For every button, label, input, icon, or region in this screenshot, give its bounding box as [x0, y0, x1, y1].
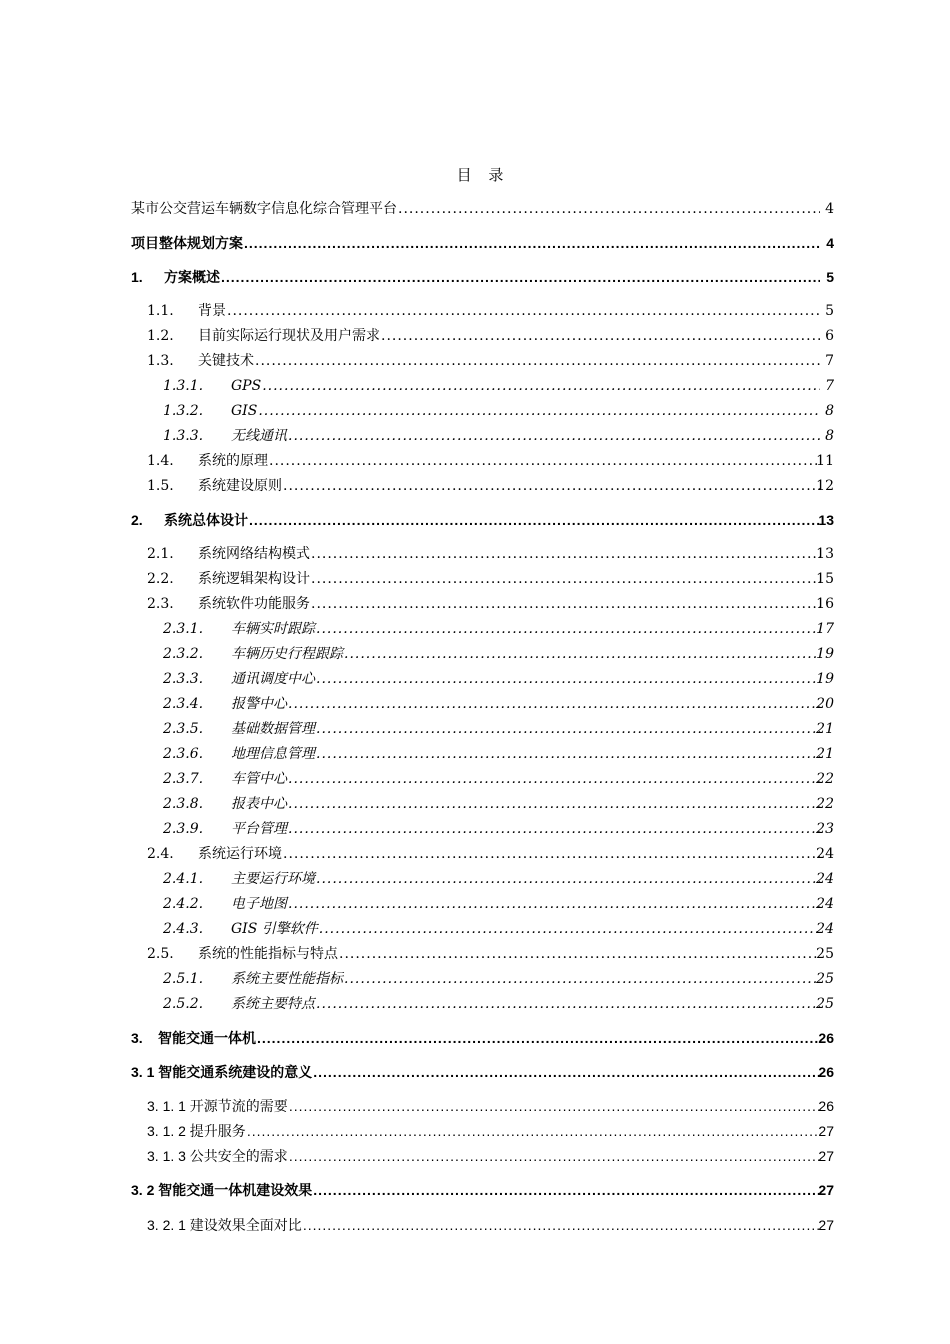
toc-entry-number: 1.1.	[147, 303, 174, 319]
toc-entry[interactable]	[0, 744, 950, 764]
toc-entry-number: 2.	[131, 512, 143, 528]
toc-entry-text: 电子地图	[231, 896, 287, 912]
leader-dots	[288, 894, 820, 914]
toc-entry[interactable]	[0, 669, 950, 689]
toc-entry[interactable]	[0, 426, 950, 446]
toc-entry[interactable]	[0, 376, 950, 396]
toc-entry-text: 系统逻辑架构设计	[198, 571, 310, 587]
toc-entry-page: 22	[816, 796, 834, 812]
toc-entry-number: 1.	[131, 269, 143, 285]
leader-dots	[255, 351, 820, 371]
toc-entry[interactable]	[0, 844, 950, 864]
toc-entry-page: 26	[818, 1098, 834, 1114]
toc-entry-page: 24	[816, 921, 834, 937]
toc-entry-number: 1.3.3.	[163, 428, 204, 444]
toc-entry-page: 13	[818, 512, 834, 528]
toc-entry-page: 22	[816, 771, 834, 787]
leader-dots	[288, 694, 820, 714]
toc-entry-text: 车管中心	[231, 771, 287, 787]
toc-entry-page: 17	[816, 621, 834, 637]
toc-entry-number: 1.2.	[147, 328, 174, 344]
leader-dots	[289, 1146, 820, 1166]
toc-entry-page: 23	[816, 821, 834, 837]
toc-entry-number: 2.3.2.	[163, 646, 204, 662]
toc-entry-text: 平台管理	[231, 821, 287, 837]
toc-entry-number: 2.3.6.	[163, 746, 204, 762]
toc-entry[interactable]	[0, 919, 950, 939]
toc-entry-text: 系统软件功能服务	[198, 596, 310, 612]
toc-entry[interactable]	[0, 644, 950, 664]
leader-dots	[289, 1096, 820, 1116]
toc-entry-text: 3. 1. 2 提升服务	[147, 1123, 246, 1139]
toc-entry-text: 系统的原理	[198, 453, 268, 469]
leader-dots	[288, 819, 820, 839]
leader-dots	[398, 199, 820, 219]
toc-entry[interactable]	[0, 694, 950, 714]
toc-entry-number: 1.3.2.	[163, 403, 204, 419]
leader-dots	[316, 669, 820, 689]
toc-entry[interactable]	[0, 569, 950, 589]
leader-dots	[283, 476, 820, 496]
toc-entry[interactable]	[0, 794, 950, 814]
toc-entry-text: 系统运行环境	[198, 846, 282, 862]
toc-entry-page: 26	[818, 1030, 834, 1046]
leader-dots	[262, 376, 820, 396]
leader-dots	[288, 769, 820, 789]
leader-dots	[311, 569, 820, 589]
toc-entry[interactable]	[0, 994, 950, 1014]
toc-entry[interactable]	[0, 619, 950, 639]
toc-entry-number: 2.2.	[147, 571, 174, 587]
toc-entry[interactable]	[0, 1180, 950, 1200]
toc-entry-page: 5	[825, 303, 834, 319]
toc-entry-text: GPS	[231, 378, 262, 394]
toc-entry-page: 12	[816, 478, 834, 494]
toc-entry-text: 3. 1. 3 公共安全的需求	[147, 1148, 288, 1164]
leader-dots	[313, 1180, 820, 1200]
toc-entry-text: 地理信息管理	[231, 746, 315, 762]
toc-entry-page: 5	[826, 269, 834, 285]
toc-entry-page: 7	[825, 353, 834, 369]
toc-title: 目 录	[456, 166, 510, 184]
toc-entry[interactable]	[0, 869, 950, 889]
toc-entry-page: 20	[816, 696, 834, 712]
toc-entry[interactable]	[0, 544, 950, 564]
toc-entry-text: 系统的性能指标与特点	[198, 946, 338, 962]
toc-entry[interactable]	[0, 301, 950, 321]
toc-entry-page: 15	[816, 571, 834, 587]
toc-entry-text: 目前实际运行现状及用户需求	[198, 328, 380, 344]
toc-entry-text: 报表中心	[231, 796, 287, 812]
toc-entry-text: 系统建设原则	[198, 478, 282, 494]
toc-entry-page: 24	[816, 846, 834, 862]
leader-dots	[316, 619, 820, 639]
toc-entry-number: 2.4.1.	[163, 871, 204, 887]
toc-entry-text: 3. 2. 1 建设效果全面对比	[147, 1217, 302, 1233]
toc-entry-number: 2.5.2.	[163, 996, 204, 1012]
toc-entry[interactable]	[0, 401, 950, 421]
toc-entry[interactable]	[0, 326, 950, 346]
toc-entry-number: 2.5.1.	[163, 971, 204, 987]
toc-entry[interactable]	[0, 594, 950, 614]
toc-entry[interactable]	[0, 267, 950, 287]
toc-entry[interactable]	[0, 969, 950, 989]
toc-entry-page: 25	[816, 946, 834, 962]
toc-entry[interactable]	[0, 894, 950, 914]
leader-dots	[313, 1062, 820, 1082]
toc-entry-page: 27	[818, 1148, 834, 1164]
toc-entry[interactable]	[0, 1146, 950, 1166]
toc-entry-page: 25	[816, 996, 834, 1012]
toc-entry-page: 11	[816, 453, 834, 469]
leader-dots	[311, 594, 820, 614]
toc-entry[interactable]	[0, 769, 950, 789]
toc-entry-page: 27	[818, 1217, 834, 1233]
toc-entry-page: 27	[818, 1123, 834, 1139]
toc-entry-text: 主要运行环境	[231, 871, 315, 887]
toc-entry-number: 2.3.	[147, 596, 174, 612]
leader-dots	[339, 944, 820, 964]
toc-entry-text: 基础数据管理	[231, 721, 315, 737]
toc-entry-text: 系统总体设计	[164, 512, 248, 528]
leader-dots	[316, 994, 820, 1014]
toc-entry-text: GIS	[231, 403, 258, 419]
leader-dots	[249, 510, 820, 530]
toc-entry-text: 系统主要特点	[231, 996, 315, 1012]
leader-dots	[227, 301, 820, 321]
toc-entry-page: 8	[825, 403, 834, 419]
toc-entry[interactable]	[0, 351, 950, 371]
toc-entry-text: 方案概述	[164, 269, 220, 285]
leader-dots	[303, 1215, 820, 1235]
toc-entry-page: 7	[825, 378, 834, 394]
toc-entry-text: 系统主要性能指标	[231, 971, 343, 987]
toc-entry[interactable]	[0, 1096, 950, 1116]
leader-dots	[257, 1028, 820, 1048]
leader-dots	[344, 969, 820, 989]
toc-entry[interactable]	[0, 1121, 950, 1141]
toc-entry-page: 24	[816, 871, 834, 887]
leader-dots	[269, 451, 820, 471]
toc-entry-text: 3. 1 智能交通系统建设的意义	[131, 1064, 313, 1080]
toc-entry-text: 3. 1. 1 开源节流的需要	[147, 1098, 288, 1114]
toc-entry-number: 2.3.4.	[163, 696, 204, 712]
leader-dots	[316, 719, 820, 739]
toc-entry-text: 背景	[198, 303, 226, 319]
toc-entry[interactable]	[0, 719, 950, 739]
toc-entry[interactable]	[0, 233, 950, 253]
toc-entry-page: 24	[816, 896, 834, 912]
leader-dots	[283, 844, 820, 864]
toc-entry[interactable]	[0, 451, 950, 471]
toc-entry-number: 2.3.7.	[163, 771, 204, 787]
leader-dots	[244, 233, 820, 253]
toc-entry[interactable]	[0, 819, 950, 839]
toc-entry[interactable]	[0, 476, 950, 496]
toc-entry-page: 16	[816, 596, 834, 612]
toc-entry-text: 某市公交营运车辆数字信息化综合管理平台	[131, 201, 397, 217]
toc-entry-text: 关键技术	[198, 353, 254, 369]
toc-entry[interactable]	[0, 1028, 950, 1048]
toc-entry-text: GIS 引擎软件	[231, 921, 318, 937]
toc-entry-text: 3. 2 智能交通一体机建设效果	[131, 1182, 313, 1198]
toc-entry-number: 2.3.3.	[163, 671, 204, 687]
toc-entry-number: 2.3.8.	[163, 796, 204, 812]
toc-entry-page: 21	[816, 746, 834, 762]
toc-entry[interactable]	[0, 199, 950, 219]
leader-dots	[311, 544, 820, 564]
toc-entry-text: 通讯调度中心	[231, 671, 315, 687]
toc-entry-page: 13	[816, 546, 834, 562]
leader-dots	[288, 426, 820, 446]
toc-entry-number: 2.5.	[147, 946, 174, 962]
toc-entry-number: 1.3.1.	[163, 378, 204, 394]
leader-dots	[258, 401, 820, 421]
leader-dots	[316, 869, 820, 889]
toc-entry[interactable]	[0, 944, 950, 964]
toc-entry-number: 2.3.1.	[163, 621, 204, 637]
toc-entry[interactable]	[0, 1062, 950, 1082]
leader-dots	[221, 267, 820, 287]
toc-entry-text: 车辆历史行程跟踪	[231, 646, 343, 662]
toc-entry-page: 4	[825, 201, 834, 217]
toc-entry-page: 19	[816, 671, 834, 687]
leader-dots	[247, 1121, 820, 1141]
toc-entry-number: 3.	[131, 1030, 143, 1046]
toc-entry-page: 6	[825, 328, 834, 344]
toc-entry-page: 4	[826, 235, 834, 251]
toc-entry-page: 19	[816, 646, 834, 662]
toc-entry-number: 2.4.3.	[163, 921, 204, 937]
toc-entry-number: 1.3.	[147, 353, 174, 369]
toc-entry-page: 27	[818, 1182, 834, 1198]
toc-entry-number: 2.4.2.	[163, 896, 204, 912]
toc-entry[interactable]	[0, 1215, 950, 1235]
toc-entry-text: 无线通讯	[231, 428, 287, 444]
toc-entry-text: 报警中心	[231, 696, 287, 712]
leader-dots	[344, 644, 820, 664]
leader-dots	[319, 919, 820, 939]
toc-entry-page: 26	[818, 1064, 834, 1080]
toc-entry-page: 25	[816, 971, 834, 987]
toc-entry-number: 2.3.5.	[163, 721, 204, 737]
toc-entry-page: 8	[825, 428, 834, 444]
leader-dots	[288, 794, 820, 814]
toc-entry-number: 1.4.	[147, 453, 174, 469]
toc-entry-text: 项目整体规划方案	[131, 235, 243, 251]
toc-entry-number: 2.4.	[147, 846, 174, 862]
toc-entry-text: 车辆实时跟踪	[231, 621, 315, 637]
toc-entry-text: 智能交通一体机	[158, 1030, 256, 1046]
toc-entry-page: 21	[816, 721, 834, 737]
leader-dots	[316, 744, 820, 764]
leader-dots	[381, 326, 820, 346]
toc-entry-number: 1.5.	[147, 478, 174, 494]
toc-entry-number: 2.1.	[147, 546, 174, 562]
toc-entry-text: 系统网络结构模式	[198, 546, 310, 562]
toc-entry[interactable]	[0, 510, 950, 530]
toc-entry-number: 2.3.9.	[163, 821, 204, 837]
